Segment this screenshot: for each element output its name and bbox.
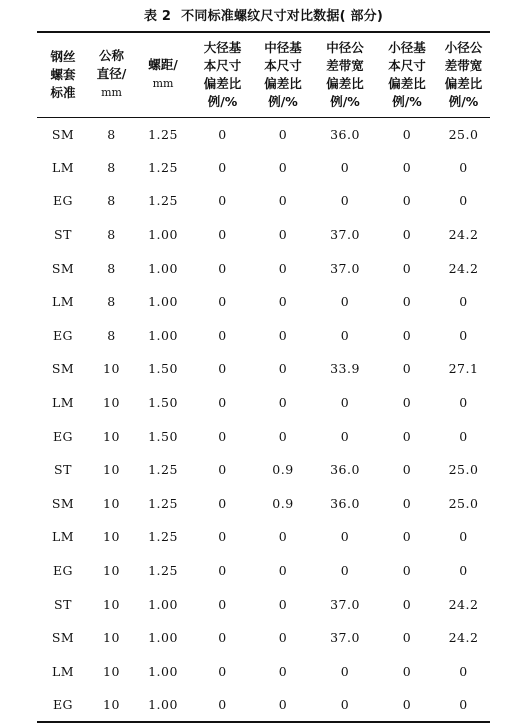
table-cell: 8 (107, 193, 116, 209)
table-row (37, 487, 490, 521)
caption-label: 表 2 (144, 9, 172, 24)
table-cell: 0 (218, 663, 227, 679)
table-cell: 0 (278, 193, 288, 209)
table-cell: 10 (103, 596, 120, 612)
table-cell: 1.25 (148, 495, 178, 511)
table-cell: 1.00 (148, 227, 178, 243)
table-cell: 1.25 (148, 126, 178, 142)
table-cell: 0 (218, 126, 227, 142)
table-cell: 1.00 (148, 596, 178, 612)
table-row (37, 184, 490, 218)
table-cell: 0 (402, 663, 412, 679)
table-row (37, 554, 490, 588)
table-cell: EG (52, 563, 74, 579)
table-cell: 0 (402, 495, 412, 511)
table-cell: 25.0 (448, 126, 479, 142)
table-row (37, 251, 490, 285)
table-cell: 10 (103, 428, 120, 444)
table-cell: 0 (402, 361, 412, 377)
table-cell: 0 (340, 663, 350, 679)
table-cell: 0 (218, 159, 227, 175)
table-cell: 0 (402, 462, 412, 478)
header-cell: 中径基 本尺寸 偏差比 例/% (253, 32, 313, 117)
table-cell: SM (51, 630, 75, 646)
table-cell: 1.50 (148, 395, 178, 411)
table-cell: 0 (402, 327, 412, 343)
table-cell: EG (52, 193, 74, 209)
table-cell: 8 (107, 126, 116, 142)
table-row (37, 587, 490, 621)
table-cell: 37.0 (330, 596, 360, 612)
table-cell: 0 (218, 630, 227, 646)
table-cell: 0 (253, 688, 313, 722)
table-cell: 0 (278, 227, 288, 243)
table-cell: 0 (278, 663, 288, 679)
table-cell: 36.0 (330, 126, 360, 142)
table-cell: LM (51, 395, 75, 411)
table-cell: 0 (459, 563, 468, 579)
table-cell: ST (54, 462, 72, 478)
table-cell: 25.0 (448, 462, 479, 478)
table-cell: 0 (278, 630, 288, 646)
table-row (37, 419, 490, 453)
table-cell: 0 (278, 159, 288, 175)
table-cell: 1.00 (148, 630, 178, 646)
table-row (37, 621, 490, 655)
table-body (37, 117, 490, 722)
table-cell: 0 (218, 462, 227, 478)
table-cell: 0 (459, 327, 468, 343)
table-cell: 8 (107, 159, 116, 175)
header-cell: 小径基 本尺寸 偏差比 例/% (377, 32, 437, 117)
header-cell: 公称 直径/ mm (89, 32, 134, 117)
table-cell: 0 (402, 227, 412, 243)
table-cell: 0 (278, 563, 288, 579)
table-cell: 0 (340, 563, 350, 579)
table-cell: 10 (103, 495, 120, 511)
table-cell: 0 (402, 294, 412, 310)
table-cell: 1.50 (148, 361, 178, 377)
table-cell: 0 (459, 529, 468, 545)
table-cell: 0 (402, 193, 412, 209)
table-cell: 36.0 (330, 495, 360, 511)
table-cell: 10 (103, 563, 120, 579)
table-cell: 10 (103, 462, 120, 478)
table-cell: 37.0 (330, 630, 360, 646)
table-cell: 0 (377, 688, 437, 722)
header-row (37, 32, 490, 117)
table-row (37, 285, 490, 319)
table-cell: 37.0 (330, 227, 360, 243)
table-cell: 0 (402, 563, 412, 579)
header-cell: 大径基 本尺寸 偏差比 例/% (192, 32, 253, 117)
table-cell: 0 (459, 663, 468, 679)
table-cell: 0 (402, 159, 412, 175)
table-cell: 0 (437, 688, 490, 722)
caption-title: 不同标准螺纹尺寸对比数据( 部分) (181, 9, 383, 24)
table-cell: 0 (459, 428, 468, 444)
table-cell: 0 (278, 294, 288, 310)
table-cell: LM (51, 663, 75, 679)
table-cell: 0 (459, 193, 468, 209)
table-cell: 1.25 (148, 159, 178, 175)
table-cell: 10 (89, 688, 134, 722)
table-cell: 8 (107, 227, 116, 243)
table-cell: LM (51, 294, 75, 310)
table-cell: 0 (218, 294, 227, 310)
thread-comparison-table (37, 31, 490, 723)
table-cell: 0 (218, 596, 227, 612)
table-cell: 0 (278, 596, 288, 612)
table-cell: 1.50 (148, 428, 178, 444)
table-cell: 0 (218, 495, 227, 511)
table-cell: 0 (278, 529, 288, 545)
table-cell: 24.2 (448, 260, 479, 276)
table-cell: 1.25 (148, 563, 178, 579)
table-cell: SM (51, 361, 75, 377)
table-cell: 0 (402, 395, 412, 411)
table-cell: 0 (278, 395, 288, 411)
table-cell: 0 (218, 395, 227, 411)
table-cell: SM (51, 260, 75, 276)
table-cell: SM (51, 495, 75, 511)
table-cell: 33.9 (330, 361, 360, 377)
table-cell: 10 (103, 630, 120, 646)
table-cell: 0 (313, 688, 377, 722)
table-cell: 0 (218, 327, 227, 343)
table-cell: 0 (402, 428, 412, 444)
table-cell: 0 (459, 294, 468, 310)
table-cell: EG (37, 688, 89, 722)
table-cell: 1.25 (148, 462, 178, 478)
table-cell: 0 (340, 193, 350, 209)
table-cell: LM (51, 529, 75, 545)
table-cell: 0.9 (272, 462, 294, 478)
table-cell: 0.9 (272, 495, 294, 511)
table-cell: 0 (218, 361, 227, 377)
table-cell: 24.2 (448, 227, 479, 243)
table-row (37, 151, 490, 185)
table-cell: 0 (278, 260, 288, 276)
table-cell: SM (51, 126, 75, 142)
table-cell: 0 (218, 529, 227, 545)
table-cell: 0 (340, 159, 350, 175)
table-row (37, 520, 490, 554)
table-cell: 0 (278, 327, 288, 343)
table-cell: 24.2 (448, 596, 479, 612)
table-cell: 0 (278, 361, 288, 377)
table-cell: 0 (278, 126, 288, 142)
header-cell: 螺距/ mm (134, 32, 192, 117)
table-cell: 8 (107, 260, 116, 276)
table-cell: 0 (402, 596, 412, 612)
table-cell: 0 (340, 327, 350, 343)
table-cell: EG (52, 428, 74, 444)
table-cell: 0 (192, 688, 253, 722)
table-cell: 0 (278, 428, 288, 444)
header-cell: 钢丝 螺套 标准 (37, 32, 89, 117)
table-cell: ST (54, 596, 72, 612)
table-cell: 0 (402, 260, 412, 276)
header-cell: 中径公 差带宽 偏差比 例/% (313, 32, 377, 117)
table-cell: 1.25 (148, 193, 178, 209)
table-cell: 1.00 (148, 260, 178, 276)
table-row (37, 319, 490, 353)
table-cell: EG (52, 327, 74, 343)
table-cell: 0 (402, 529, 412, 545)
table-cell: 1.00 (148, 327, 178, 343)
table-cell: 10 (103, 663, 120, 679)
table-cell: 0 (459, 395, 468, 411)
table-cell: 10 (103, 361, 120, 377)
table-cell: 36.0 (330, 462, 360, 478)
table-row (37, 453, 490, 487)
table-cell: 1.25 (148, 529, 178, 545)
table-cell: ST (54, 227, 72, 243)
header-cell: 小径公 差带宽 偏差比 例/% (437, 32, 490, 117)
table-cell: 0 (340, 529, 350, 545)
table-row (37, 117, 490, 151)
table-cell: 0 (402, 630, 412, 646)
table-cell: 1.00 (134, 688, 192, 722)
table-cell: 0 (218, 193, 227, 209)
table-cell: 0 (340, 294, 350, 310)
table-cell: LM (51, 159, 75, 175)
table-cell: 0 (340, 428, 350, 444)
table-cell: 37.0 (330, 260, 360, 276)
table-row (37, 655, 490, 689)
table-row (37, 386, 490, 420)
table-cell: 1.00 (148, 663, 178, 679)
table-cell: 10 (103, 395, 120, 411)
table-cell: 0 (340, 395, 350, 411)
table-cell: 0 (402, 126, 412, 142)
table-cell: 0 (218, 428, 227, 444)
table-cell: 27.1 (448, 361, 479, 377)
table-row (37, 688, 490, 722)
table-cell: 8 (107, 327, 116, 343)
table-cell: 8 (107, 294, 116, 310)
table-cell: 0 (218, 227, 227, 243)
table-row (37, 218, 490, 252)
table-cell: 1.00 (148, 294, 178, 310)
table-row (37, 352, 490, 386)
table-cell: 0 (459, 159, 468, 175)
table-caption (0, 5, 527, 24)
table-cell: 0 (218, 563, 227, 579)
table-cell: 0 (218, 260, 227, 276)
table-cell: 24.2 (448, 630, 479, 646)
table-cell: 10 (103, 529, 120, 545)
table-cell: 25.0 (448, 495, 479, 511)
